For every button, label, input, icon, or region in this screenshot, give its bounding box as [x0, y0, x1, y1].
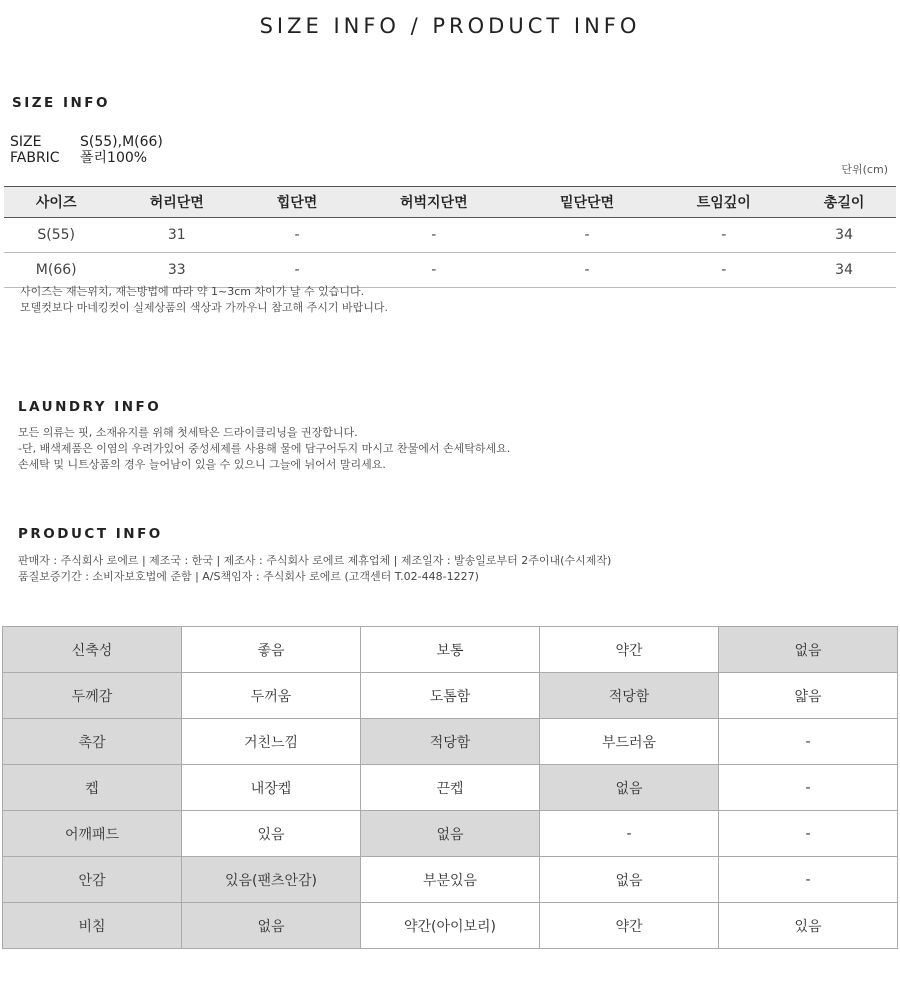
size-cell: 33 [108, 253, 245, 288]
fabric-row-label: 안감 [3, 857, 182, 903]
fabric-option-cell: 있음 [182, 811, 361, 857]
fabric-row-label: 켑 [3, 765, 182, 811]
page-title: SIZE INFO / PRODUCT INFO [259, 14, 641, 38]
note-line: 손세탁 및 니트상품의 경우 늘어남이 있을 수 있으니 그늘에 뉘어서 말리세요. [18, 458, 386, 471]
fabric-option-cell-selected: 적당함 [361, 719, 540, 765]
fabric-option-cell-selected: 있음(팬츠안감) [182, 857, 361, 903]
fabric-row-label: 비침 [3, 903, 182, 949]
size-info-title: SIZE INFO [12, 95, 110, 111]
fabric-option-cell: - [719, 765, 898, 811]
size-table [4, 186, 896, 288]
size-cell: 34 [792, 253, 896, 288]
size-cell: - [245, 218, 349, 253]
fabric-spec-row [10, 150, 163, 166]
table-row [3, 811, 898, 857]
fabric-option-cell-selected: 적당함 [540, 673, 719, 719]
size-cell: - [655, 253, 792, 288]
fabric-option-cell: - [719, 811, 898, 857]
fabric-option-cell: 없음 [540, 857, 719, 903]
note-line: 모델컷보다 마네킹컷이 실제상품의 색상과 가까우니 참고해 주시기 바랍니다. [20, 301, 389, 314]
fabric-row-label: 두께감 [3, 673, 182, 719]
fabric-option-cell: 두꺼움 [182, 673, 361, 719]
size-cell: 31 [108, 218, 245, 253]
table-row [3, 903, 898, 949]
fabric-option-cell: 약간(아이보리) [361, 903, 540, 949]
size-cell: S(55) [4, 218, 108, 253]
size-cell: - [655, 218, 792, 253]
fabric-option-cell-selected: 없음 [540, 765, 719, 811]
fabric-option-cell: 끈켑 [361, 765, 540, 811]
size-header-cell: 밑단단면 [519, 187, 656, 218]
note-line: -단, 배색제품은 이염의 우려가있어 중성세제를 사용해 물에 담구어두지 마시고 찬물에서 손세탁하세요. [18, 442, 511, 455]
table-row [3, 765, 898, 811]
laundry-info-title: LAUNDRY INFO [18, 399, 162, 415]
size-cell: 34 [792, 218, 896, 253]
product-info-title: PRODUCT INFO [18, 526, 163, 542]
spec-block [10, 134, 163, 166]
table-row [4, 253, 896, 288]
fabric-option-cell: 보통 [361, 627, 540, 673]
unit-label: 단위(cm) [841, 163, 888, 176]
size-cell: - [349, 218, 519, 253]
table-row [3, 719, 898, 765]
fabric-label: FABRIC [10, 150, 60, 166]
fabric-option-cell: 있음 [719, 903, 898, 949]
size-cell: M(66) [4, 253, 108, 288]
size-header-cell: 사이즈 [4, 187, 108, 218]
table-row [3, 673, 898, 719]
size-cell: - [245, 253, 349, 288]
size-header-cell: 허리단면 [108, 187, 245, 218]
size-value: S(55),M(66) [80, 134, 163, 150]
fabric-option-cell: 거친느낌 [182, 719, 361, 765]
note-line: 사이즈는 재는위치, 재는방법에 따라 약 1~3cm 차이가 날 수 있습니다. [20, 285, 365, 298]
size-table-header-row [4, 187, 896, 218]
size-header-cell: 힙단면 [245, 187, 349, 218]
size-label: SIZE [10, 134, 42, 150]
size-header-cell: 총길이 [792, 187, 896, 218]
fabric-option-cell: 내장켑 [182, 765, 361, 811]
size-header-cell: 트임깊이 [655, 187, 792, 218]
product-notes [18, 553, 611, 585]
fabric-option-cell: 부분있음 [361, 857, 540, 903]
fabric-row-label: 신축성 [3, 627, 182, 673]
note-line: 판매자 : 주식회사 로에르 | 제조국 : 한국 | 제조사 : 주식회사 로에르 제휴업체 | 제조일자 : 발송일로부터 2주이내(수시제작) [18, 554, 612, 567]
fabric-option-cell: 도톰함 [361, 673, 540, 719]
fabric-option-cell: 약간 [540, 903, 719, 949]
fabric-row-label: 어깨패드 [3, 811, 182, 857]
fabric-option-cell: 얇음 [719, 673, 898, 719]
fabric-option-cell: - [719, 719, 898, 765]
size-notes [20, 284, 388, 316]
fabric-table [2, 626, 898, 949]
fabric-option-cell: - [719, 857, 898, 903]
laundry-notes [18, 425, 510, 473]
table-row [3, 857, 898, 903]
fabric-option-cell-selected: 없음 [182, 903, 361, 949]
fabric-option-cell-selected: 없음 [719, 627, 898, 673]
note-line: 품질보증기간 : 소비자보호법에 준함 | A/S책임자 : 주식회사 로에르 (고객센터 T.02-448-1227) [18, 570, 479, 583]
size-cell: - [519, 253, 656, 288]
fabric-option-cell: 좋음 [182, 627, 361, 673]
size-cell: - [349, 253, 519, 288]
fabric-option-cell: 약간 [540, 627, 719, 673]
fabric-option-cell: 부드러움 [540, 719, 719, 765]
table-row [3, 627, 898, 673]
size-spec-row [10, 134, 163, 150]
size-header-cell: 허벅지단면 [349, 187, 519, 218]
fabric-option-cell: - [540, 811, 719, 857]
fabric-row-label: 촉감 [3, 719, 182, 765]
table-row [4, 218, 896, 253]
fabric-value: 폴리100% [80, 150, 148, 166]
fabric-option-cell-selected: 없음 [361, 811, 540, 857]
size-cell: - [519, 218, 656, 253]
note-line: 모든 의류는 핏, 소재유지를 위해 첫세탁은 드라이클리닝을 권장합니다. [18, 426, 358, 439]
